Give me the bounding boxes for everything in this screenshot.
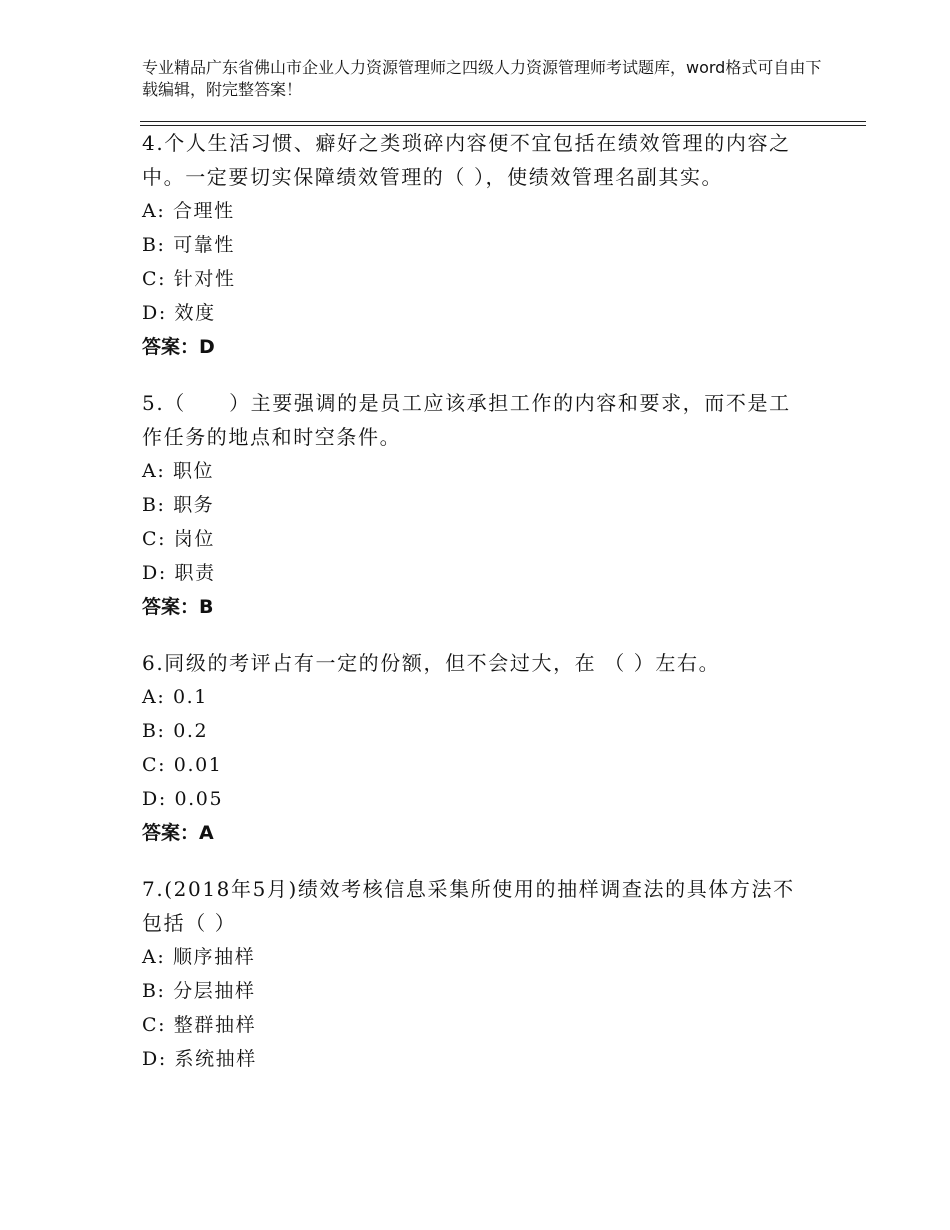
option-c: C: 整群抽样 <box>142 1014 257 1036</box>
question-7 <box>142 872 812 1076</box>
answer-label: 答案：B <box>142 596 214 618</box>
option-a: A: 0.1 <box>142 686 208 708</box>
option-a: A: 顺序抽样 <box>142 946 256 968</box>
question-stem: 5.（ ）主要强调的是员工应该承担工作的内容和要求，而不是工作任务的地点和时空条件。 <box>142 391 791 449</box>
question-stem: 7.(2018年5月)绩效考核信息采集所使用的抽样调查法的具体方法不包括（ ） <box>142 877 795 935</box>
answer-label: 答案：A <box>142 822 214 844</box>
option-c: C: 针对性 <box>142 268 236 290</box>
question-4 <box>142 126 812 364</box>
option-a: A: 合理性 <box>142 200 235 222</box>
header-divider-top <box>140 121 866 122</box>
option-b: B: 职务 <box>142 494 215 516</box>
option-d: D: 0.05 <box>142 788 224 810</box>
option-a: A: 职位 <box>142 460 215 482</box>
document-header: 专业精品广东省佛山市企业人力资源管理师之四级人力资源管理师考试题库，word格式可自由下载编辑，附完整答案！ <box>142 58 822 99</box>
option-d: D: 效度 <box>142 302 216 324</box>
option-c: C: 0.01 <box>142 754 223 776</box>
question-stem: 6.同级的考评占有一定的份额，但不会过大，在 （ ）左右。 <box>142 651 721 675</box>
option-b: B: 可靠性 <box>142 234 236 256</box>
option-c: C: 岗位 <box>142 528 215 550</box>
option-d: D: 系统抽样 <box>142 1048 257 1070</box>
question-5 <box>142 386 812 624</box>
option-b: B: 0.2 <box>142 720 209 742</box>
option-b: B: 分层抽样 <box>142 980 256 1002</box>
question-6 <box>142 646 812 850</box>
answer-label: 答案：D <box>142 336 215 358</box>
option-d: D: 职责 <box>142 562 216 584</box>
question-list <box>142 126 812 1098</box>
question-stem: 4.个人生活习惯、癖好之类琐碎内容便不宜包括在绩效管理的内容之中。一定要切实保障绩效管理的（ ），使绩效管理名副其实。 <box>142 131 791 189</box>
